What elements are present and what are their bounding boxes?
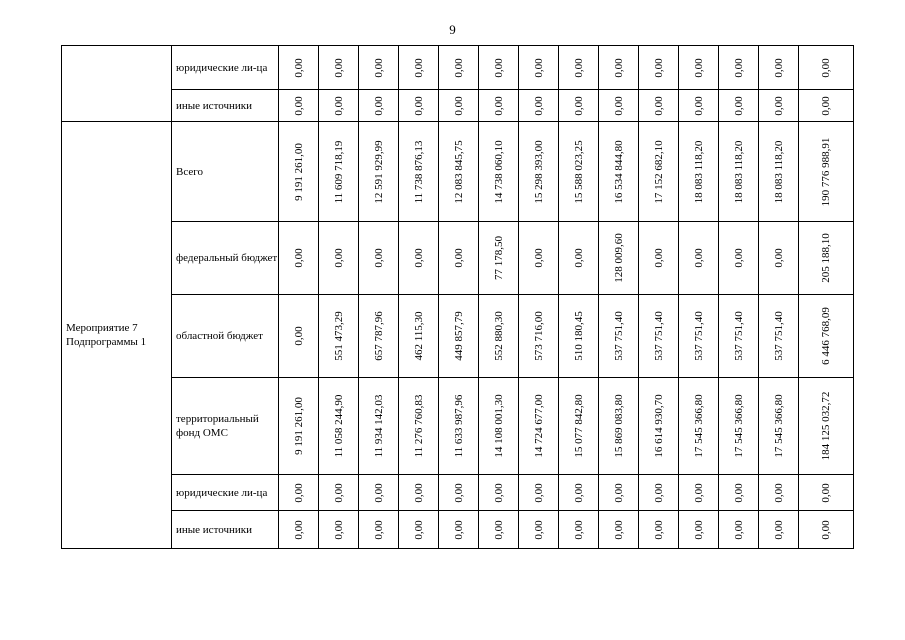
value-text: 0,00 bbox=[452, 57, 465, 78]
value-text: 0,00 bbox=[652, 248, 665, 268]
table-row bbox=[62, 90, 854, 122]
value-text: 0,00 bbox=[292, 57, 305, 78]
year-value-cell bbox=[719, 90, 759, 122]
year-value-cell bbox=[279, 511, 319, 549]
year-value-cell bbox=[439, 122, 479, 222]
year-value-cell bbox=[759, 475, 799, 511]
value-text: 0,00 bbox=[372, 248, 385, 268]
value-text: 16 534 844,80 bbox=[612, 139, 625, 204]
year-value-cell bbox=[479, 378, 519, 475]
year-value-cell bbox=[759, 122, 799, 222]
value-text: 0,00 bbox=[820, 482, 832, 503]
year-value-cell bbox=[719, 122, 759, 222]
value-text: 17 545 366,80 bbox=[732, 394, 745, 458]
year-value-cell bbox=[719, 46, 759, 90]
value-text: 190 776 988,91 bbox=[820, 137, 832, 206]
year-value-cell bbox=[559, 90, 599, 122]
value-text: 0,00 bbox=[732, 95, 745, 116]
year-value-cell bbox=[639, 295, 679, 378]
value-text: 0,00 bbox=[412, 519, 425, 540]
year-value-cell bbox=[639, 46, 679, 90]
year-value-cell bbox=[319, 295, 359, 378]
year-value-cell bbox=[439, 222, 479, 295]
value-text: 0,00 bbox=[772, 248, 785, 268]
table-row bbox=[62, 475, 854, 511]
value-text: 0,00 bbox=[820, 519, 832, 540]
value-text: 15 588 023,25 bbox=[572, 139, 585, 204]
table-row bbox=[62, 222, 854, 295]
year-value-cell bbox=[519, 511, 559, 549]
value-text: 0,00 bbox=[372, 95, 385, 116]
value-text: 0,00 bbox=[652, 57, 665, 78]
year-value-cell bbox=[279, 475, 319, 511]
value-text: 0,00 bbox=[332, 248, 345, 268]
year-value-cell bbox=[439, 378, 479, 475]
total-value-cell bbox=[799, 46, 854, 90]
year-value-cell bbox=[359, 222, 399, 295]
year-value-cell bbox=[319, 122, 359, 222]
value-text: 0,00 bbox=[772, 95, 785, 116]
value-text: 0,00 bbox=[652, 95, 665, 116]
value-text: 537 751,40 bbox=[612, 311, 625, 361]
value-text: 205 188,10 bbox=[820, 233, 832, 283]
year-value-cell bbox=[559, 378, 599, 475]
year-value-cell bbox=[479, 122, 519, 222]
table-row bbox=[62, 295, 854, 378]
value-text: 0,00 bbox=[292, 248, 305, 268]
year-value-cell bbox=[759, 295, 799, 378]
value-text: 0,00 bbox=[412, 482, 425, 503]
year-value-cell bbox=[559, 46, 599, 90]
value-text: 0,00 bbox=[452, 482, 465, 503]
year-value-cell bbox=[279, 46, 319, 90]
year-value-cell bbox=[519, 90, 559, 122]
value-text: 15 869 083,80 bbox=[612, 394, 625, 458]
value-text: 0,00 bbox=[332, 95, 345, 116]
value-text: 0,00 bbox=[532, 248, 545, 268]
year-value-cell bbox=[399, 378, 439, 475]
value-text: 0,00 bbox=[492, 57, 505, 78]
year-value-cell bbox=[719, 295, 759, 378]
value-text: 0,00 bbox=[732, 248, 745, 268]
value-text: 0,00 bbox=[612, 57, 625, 78]
value-text: 0,00 bbox=[492, 519, 505, 540]
year-value-cell bbox=[639, 122, 679, 222]
value-text: 11 633 987,96 bbox=[452, 394, 465, 458]
value-text: 0,00 bbox=[332, 57, 345, 78]
year-value-cell bbox=[319, 90, 359, 122]
year-value-cell bbox=[599, 46, 639, 90]
year-value-cell bbox=[439, 90, 479, 122]
value-text: 0,00 bbox=[532, 519, 545, 540]
year-value-cell bbox=[559, 122, 599, 222]
value-text: 14 738 060,10 bbox=[492, 139, 505, 204]
value-text: 0,00 bbox=[412, 248, 425, 268]
value-text: 184 125 032,72 bbox=[820, 391, 832, 461]
value-text: 0,00 bbox=[692, 57, 705, 78]
value-text: 128 009,60 bbox=[612, 233, 625, 283]
total-value-cell bbox=[799, 222, 854, 295]
table-row bbox=[62, 378, 854, 475]
value-text: 0,00 bbox=[292, 482, 305, 503]
year-value-cell bbox=[679, 475, 719, 511]
year-value-cell bbox=[599, 295, 639, 378]
value-text: 551 473,29 bbox=[332, 311, 345, 361]
year-value-cell bbox=[399, 475, 439, 511]
value-text: 9 191 261,00 bbox=[292, 142, 305, 201]
value-text: 0,00 bbox=[572, 57, 585, 78]
year-value-cell bbox=[719, 222, 759, 295]
value-text: 0,00 bbox=[572, 482, 585, 503]
value-text: 17 545 366,80 bbox=[692, 394, 705, 458]
value-text: 11 058 244,90 bbox=[332, 394, 345, 458]
year-value-cell bbox=[319, 378, 359, 475]
year-value-cell bbox=[759, 222, 799, 295]
total-value-cell bbox=[799, 295, 854, 378]
year-value-cell bbox=[279, 378, 319, 475]
value-text: 0,00 bbox=[292, 95, 305, 116]
year-value-cell bbox=[719, 511, 759, 549]
year-value-cell bbox=[559, 511, 599, 549]
year-value-cell bbox=[479, 295, 519, 378]
funding-source-cell: иные источники bbox=[172, 90, 279, 122]
value-text: 0,00 bbox=[492, 482, 505, 503]
total-value-cell bbox=[799, 511, 854, 549]
year-value-cell bbox=[719, 475, 759, 511]
value-text: 12 591 929,99 bbox=[372, 139, 385, 204]
year-value-cell bbox=[599, 222, 639, 295]
year-value-cell bbox=[279, 122, 319, 222]
value-text: 0,00 bbox=[532, 482, 545, 503]
year-value-cell bbox=[439, 475, 479, 511]
year-value-cell bbox=[639, 378, 679, 475]
value-text: 0,00 bbox=[692, 519, 705, 540]
total-value-cell bbox=[799, 122, 854, 222]
event-name-cell: Мероприятие 7 Подпрограммы 1 bbox=[62, 122, 172, 549]
funding-source-cell: областной бюджет bbox=[172, 295, 279, 378]
value-text: 0,00 bbox=[820, 95, 832, 116]
value-text: 657 787,96 bbox=[372, 311, 385, 361]
year-value-cell bbox=[279, 90, 319, 122]
funding-table bbox=[61, 45, 854, 549]
year-value-cell bbox=[359, 475, 399, 511]
value-text: 0,00 bbox=[772, 482, 785, 503]
value-text: 11 609 718,19 bbox=[332, 140, 345, 203]
value-text: 18 083 118,20 bbox=[772, 140, 785, 203]
year-value-cell bbox=[359, 46, 399, 90]
value-text: 0,00 bbox=[572, 95, 585, 116]
total-value-cell bbox=[799, 475, 854, 511]
year-value-cell bbox=[319, 222, 359, 295]
value-text: 0,00 bbox=[572, 519, 585, 540]
value-text: 537 751,40 bbox=[732, 311, 745, 361]
value-text: 9 191 261,00 bbox=[292, 397, 305, 455]
year-value-cell bbox=[399, 122, 439, 222]
year-value-cell bbox=[399, 511, 439, 549]
value-text: 0,00 bbox=[612, 95, 625, 116]
year-value-cell bbox=[679, 122, 719, 222]
value-text: 0,00 bbox=[692, 95, 705, 116]
year-value-cell bbox=[679, 378, 719, 475]
year-value-cell bbox=[599, 122, 639, 222]
year-value-cell bbox=[559, 475, 599, 511]
value-text: 14 724 677,00 bbox=[532, 394, 545, 458]
value-text: 0,00 bbox=[372, 57, 385, 78]
year-value-cell bbox=[439, 511, 479, 549]
value-text: 510 180,45 bbox=[572, 311, 585, 361]
total-value-cell bbox=[799, 90, 854, 122]
year-value-cell bbox=[319, 475, 359, 511]
year-value-cell bbox=[519, 295, 559, 378]
value-text: 14 108 001,30 bbox=[492, 394, 505, 458]
funding-source-cell: юридические ли-ца bbox=[172, 475, 279, 511]
value-text: 11 276 760,83 bbox=[412, 394, 425, 458]
value-text: 0,00 bbox=[492, 95, 505, 116]
year-value-cell bbox=[599, 90, 639, 122]
year-value-cell bbox=[759, 511, 799, 549]
value-text: 0,00 bbox=[692, 248, 705, 268]
value-text: 18 083 118,20 bbox=[732, 140, 745, 203]
year-value-cell bbox=[759, 378, 799, 475]
year-value-cell bbox=[759, 90, 799, 122]
funding-source-cell: территориальный фонд ОМС bbox=[172, 378, 279, 475]
year-value-cell bbox=[639, 511, 679, 549]
value-text: 0,00 bbox=[612, 519, 625, 540]
year-value-cell bbox=[479, 90, 519, 122]
year-value-cell bbox=[639, 475, 679, 511]
value-text: 0,00 bbox=[572, 248, 585, 268]
table-row bbox=[62, 46, 854, 90]
year-value-cell bbox=[359, 295, 399, 378]
value-text: 0,00 bbox=[532, 95, 545, 116]
year-value-cell bbox=[479, 475, 519, 511]
year-value-cell bbox=[519, 222, 559, 295]
table-row bbox=[62, 511, 854, 549]
year-value-cell bbox=[679, 222, 719, 295]
year-value-cell bbox=[519, 475, 559, 511]
funding-source-cell: федеральный бюджет bbox=[172, 222, 279, 295]
value-text: 16 614 930,70 bbox=[652, 394, 665, 458]
year-value-cell bbox=[479, 511, 519, 549]
value-text: 0,00 bbox=[372, 519, 385, 540]
year-value-cell bbox=[279, 295, 319, 378]
year-value-cell bbox=[319, 46, 359, 90]
year-value-cell bbox=[359, 90, 399, 122]
value-text: 0,00 bbox=[732, 519, 745, 540]
value-text: 0,00 bbox=[332, 519, 345, 540]
year-value-cell bbox=[599, 378, 639, 475]
year-value-cell bbox=[639, 90, 679, 122]
value-text: 15 298 393,00 bbox=[532, 139, 545, 204]
year-value-cell bbox=[399, 90, 439, 122]
year-value-cell bbox=[399, 295, 439, 378]
value-text: 0,00 bbox=[452, 95, 465, 116]
value-text: 462 115,30 bbox=[412, 311, 425, 361]
value-text: 17 545 366,80 bbox=[772, 394, 785, 458]
year-value-cell bbox=[599, 511, 639, 549]
value-text: 0,00 bbox=[452, 519, 465, 540]
value-text: 0,00 bbox=[652, 519, 665, 540]
value-text: 0,00 bbox=[452, 248, 465, 268]
year-value-cell bbox=[519, 122, 559, 222]
value-text: 537 751,40 bbox=[692, 311, 705, 361]
year-value-cell bbox=[399, 222, 439, 295]
value-text: 11 738 876,13 bbox=[412, 140, 425, 203]
year-value-cell bbox=[279, 222, 319, 295]
funding-source-cell: Всего bbox=[172, 122, 279, 222]
value-text: 11 934 142,03 bbox=[372, 394, 385, 458]
value-text: 0,00 bbox=[532, 57, 545, 78]
value-text: 0,00 bbox=[692, 482, 705, 503]
year-value-cell bbox=[479, 222, 519, 295]
value-text: 0,00 bbox=[612, 482, 625, 503]
value-text: 15 077 842,80 bbox=[572, 394, 585, 458]
value-text: 18 083 118,20 bbox=[692, 140, 705, 203]
year-value-cell bbox=[679, 511, 719, 549]
value-text: 0,00 bbox=[772, 519, 785, 540]
value-text: 0,00 bbox=[412, 57, 425, 78]
value-text: 0,00 bbox=[732, 57, 745, 78]
value-text: 0,00 bbox=[332, 482, 345, 503]
year-value-cell bbox=[679, 46, 719, 90]
year-value-cell bbox=[359, 122, 399, 222]
year-value-cell bbox=[559, 295, 599, 378]
value-text: 17 152 682,10 bbox=[652, 139, 665, 204]
funding-source-cell: юридические ли-ца bbox=[172, 46, 279, 90]
year-value-cell bbox=[439, 46, 479, 90]
year-value-cell bbox=[679, 90, 719, 122]
total-value-cell bbox=[799, 378, 854, 475]
value-text: 449 857,79 bbox=[452, 311, 465, 361]
year-value-cell bbox=[519, 378, 559, 475]
year-value-cell bbox=[559, 222, 599, 295]
value-text: 0,00 bbox=[652, 482, 665, 503]
value-text: 0,00 bbox=[772, 57, 785, 78]
year-value-cell bbox=[399, 46, 439, 90]
year-value-cell bbox=[719, 378, 759, 475]
year-value-cell bbox=[639, 222, 679, 295]
year-value-cell bbox=[359, 511, 399, 549]
page-number: 9 bbox=[449, 22, 456, 37]
value-text: 12 083 845,75 bbox=[452, 139, 465, 204]
year-value-cell bbox=[599, 475, 639, 511]
value-text: 537 751,40 bbox=[652, 311, 665, 361]
value-text: 0,00 bbox=[412, 95, 425, 116]
value-text: 0,00 bbox=[732, 482, 745, 503]
value-text: 0,00 bbox=[372, 482, 385, 503]
value-text: 0,00 bbox=[292, 326, 305, 346]
value-text: 552 880,30 bbox=[492, 311, 505, 361]
year-value-cell bbox=[319, 511, 359, 549]
value-text: 77 178,50 bbox=[492, 236, 505, 280]
value-text: 573 716,00 bbox=[532, 311, 545, 361]
year-value-cell bbox=[439, 295, 479, 378]
year-value-cell bbox=[359, 378, 399, 475]
year-value-cell bbox=[679, 295, 719, 378]
event-name-cell bbox=[62, 46, 172, 122]
funding-source-cell: иные источники bbox=[172, 511, 279, 549]
value-text: 0,00 bbox=[292, 519, 305, 540]
table-row bbox=[62, 122, 854, 222]
value-text: 537 751,40 bbox=[772, 311, 785, 361]
value-text: 0,00 bbox=[820, 57, 832, 78]
value-text: 6 446 768,09 bbox=[820, 307, 832, 365]
year-value-cell bbox=[479, 46, 519, 90]
year-value-cell bbox=[519, 46, 559, 90]
year-value-cell bbox=[759, 46, 799, 90]
